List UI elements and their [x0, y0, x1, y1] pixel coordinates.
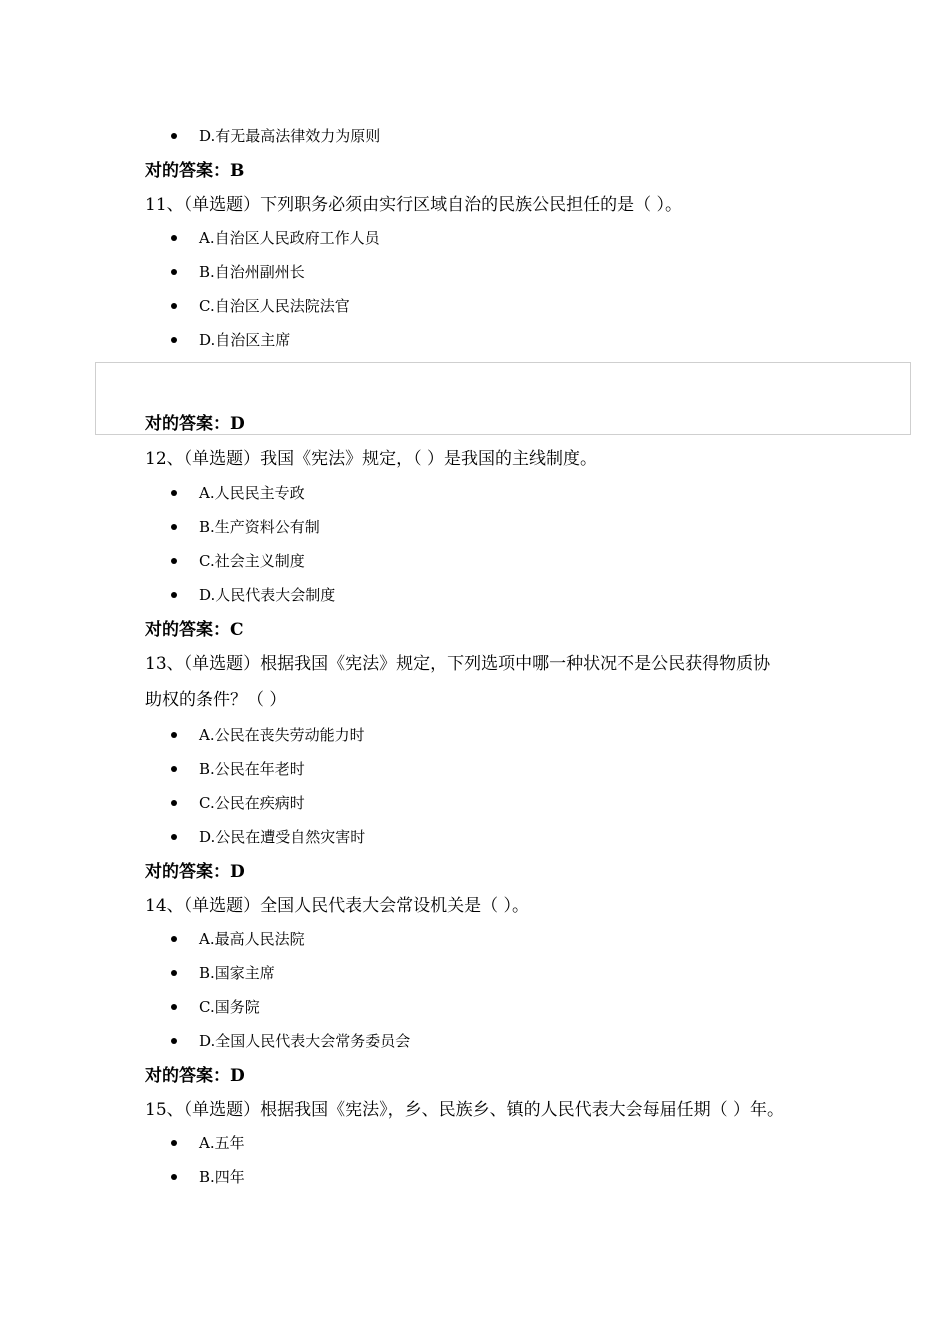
option-11-c: C.自治区人民法院法官: [171, 294, 350, 318]
option-11-a: A.自治区人民政府工作人员: [171, 226, 380, 250]
bullet-icon: [171, 1004, 177, 1010]
option-15-b: B.四年: [171, 1165, 245, 1189]
option-13-b: B.公民在年老时: [171, 757, 305, 781]
question-13: 13、（单选题）根据我国《宪法》规定，下列选项中哪一种状况不是公民获得物质协: [145, 654, 771, 674]
option-12-d: D.人民代表大会制度: [171, 583, 335, 607]
bullet-icon: [171, 1140, 177, 1146]
answer-11: 对的答案：D: [145, 414, 245, 434]
bullet-icon: [171, 269, 177, 275]
option-14-a: A.最高人民法院: [171, 927, 305, 951]
bullet-icon: [171, 133, 177, 139]
option-14-d: D.全国人民代表大会常务委员会: [171, 1029, 410, 1053]
bullet-icon: [171, 235, 177, 241]
bullet-icon: [171, 1174, 177, 1180]
bullet-icon: [171, 524, 177, 530]
bullet-icon: [171, 970, 177, 976]
bullet-icon: [171, 558, 177, 564]
option-12-a: A.人民民主专政: [171, 481, 305, 505]
bullet-icon: [171, 337, 177, 343]
answer-12: 对的答案：C: [145, 620, 244, 640]
question-13-cont: 助权的条件？（ ）: [145, 690, 287, 710]
answer-14: 对的答案：D: [145, 1066, 245, 1086]
question-12: 12、（单选题）我国《宪法》规定，（ ）是我国的主线制度。: [145, 449, 598, 469]
bullet-icon: [171, 1038, 177, 1044]
option-15-a: A.五年: [171, 1131, 245, 1155]
option-13-d: D.公民在遭受自然灾害时: [171, 825, 365, 849]
question-14: 14、（单选题）全国人民代表大会常设机关是（ ）。: [145, 896, 530, 916]
option-12-b: B.生产资料公有制: [171, 515, 320, 539]
bullet-icon: [171, 834, 177, 840]
option-13-c: C.公民在疾病时: [171, 791, 305, 815]
option-10-d: D.有无最高法律效力为原则: [171, 124, 380, 148]
bullet-icon: [171, 766, 177, 772]
bullet-icon: [171, 732, 177, 738]
option-11-d: D.自治区主席: [171, 328, 290, 352]
question-11: 11、（单选题）下列职务必须由实行区域自治的民族公民担任的是（ ）。: [145, 195, 683, 215]
option-14-b: B.国家主席: [171, 961, 275, 985]
bullet-icon: [171, 936, 177, 942]
bullet-icon: [171, 800, 177, 806]
bullet-icon: [171, 490, 177, 496]
option-11-b: B.自治州副州长: [171, 260, 305, 284]
answer-13: 对的答案：D: [145, 862, 245, 882]
bullet-icon: [171, 592, 177, 598]
option-12-c: C.社会主义制度: [171, 549, 305, 573]
bullet-icon: [171, 303, 177, 309]
option-14-c: C.国务院: [171, 995, 260, 1019]
option-13-a: A.公民在丧失劳动能力时: [171, 723, 365, 747]
answer-10: 对的答案：B: [145, 161, 245, 181]
question-15: 15、（单选题）根据我国《宪法》，乡、民族乡、镇的人民代表大会每届任期（ ）年。: [145, 1100, 785, 1120]
